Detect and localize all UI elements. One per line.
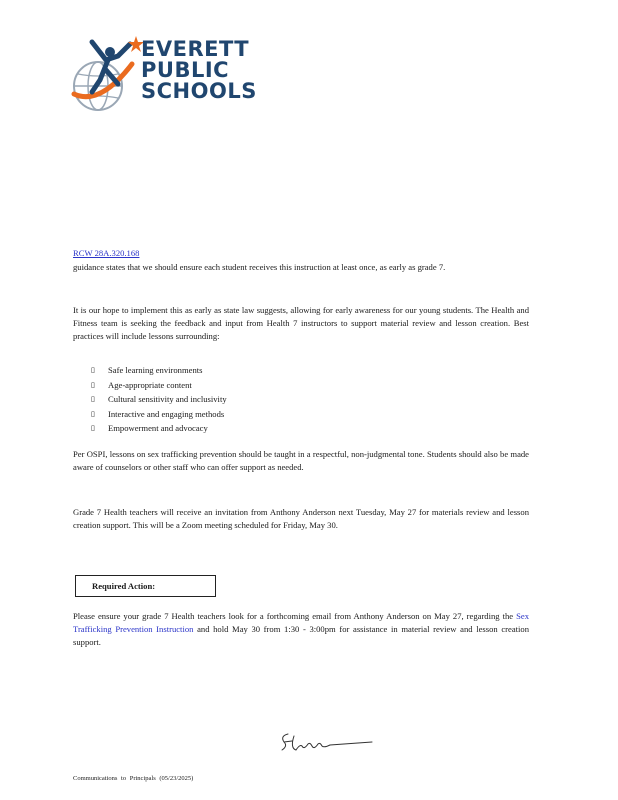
list-item	[73, 392, 227, 407]
logo-line-schools: SCHOOLS	[141, 79, 257, 103]
paragraph-hope-text: It is our hope to implement this as early as state law suggests, allowing for early awareness for our young students. The Health and Fitness team is seeking the feedback and input from Health 7 instructors to support material review and lesson creation. Best practices will include lessons surrounding:	[73, 305, 529, 341]
paragraph-ospi	[73, 448, 529, 474]
paragraph-guidance	[73, 261, 529, 274]
bullet-icon: ▯	[91, 380, 95, 389]
required-action-box	[75, 575, 216, 597]
paragraph-hope	[73, 304, 529, 343]
bullet-icon: ▯	[91, 395, 95, 403]
paragraph-guidance-text: guidance states that we should ensure each student receives this instruction at least once, as early as grade 7.	[73, 262, 446, 272]
list-item-text: Cultural sensitivity and inclusivity	[108, 394, 227, 404]
signature-icon	[276, 728, 376, 756]
logo-emblem-icon	[70, 34, 150, 114]
required-action-label: Required Action:	[92, 581, 156, 591]
logo-wordmark	[141, 39, 257, 102]
footer-text: Communications to Principals (05/23/2025)	[73, 775, 194, 782]
list-item-text: Empowerment and advocacy	[108, 423, 208, 433]
logo-line-public: PUBLIC	[141, 58, 230, 82]
rcw-reference	[73, 247, 529, 260]
list-item-text: Age-appropriate content	[108, 379, 192, 390]
bullet-icon: ▯	[91, 366, 95, 374]
list-item	[73, 378, 227, 393]
best-practices-list	[73, 363, 227, 436]
rcw-link[interactable]: RCW 28A.320.168	[73, 248, 140, 258]
action-text-after: and hold May 30 from 1:30 - 3:00pm for assistance in material review and lesson creation support.	[73, 624, 530, 647]
bullet-icon: ▯	[91, 409, 95, 418]
signature	[276, 728, 376, 761]
bullet-icon: ▯	[91, 424, 95, 432]
paragraph-action	[73, 610, 529, 649]
district-logo	[70, 34, 260, 114]
paragraph-action-text	[73, 610, 529, 649]
logo-line-everett: EVERETT	[141, 37, 250, 61]
list-item	[73, 363, 227, 378]
action-text-before: Please ensure your grade 7 Health teachers look for a forthcoming email from Anthony Anderson on May 27, regarding the	[73, 611, 514, 621]
list-item	[73, 421, 227, 436]
paragraph-invitation	[73, 506, 529, 532]
list-item-text: Safe learning environments	[108, 365, 203, 375]
list-item	[73, 407, 227, 422]
paragraph-invitation-text: Grade 7 Health teachers will receive an invitation from Anthony Anderson next Tuesday, May 27 for materials review and lesson creation support. This will be a Zoom meeting scheduled for Friday, May 30.	[73, 507, 529, 530]
paragraph-ospi-text: Per OSPI, lessons on sex trafficking prevention should be taught in a respectful, non-judgmental tone. Students should also be made aware of counselors or other staff who can offer support as needed.	[73, 449, 529, 472]
list-item-text: Interactive and engaging methods	[108, 408, 225, 419]
sex-trafficking-instruction-link[interactable]: Sex Trafficking Prevention Instruction	[73, 611, 529, 634]
